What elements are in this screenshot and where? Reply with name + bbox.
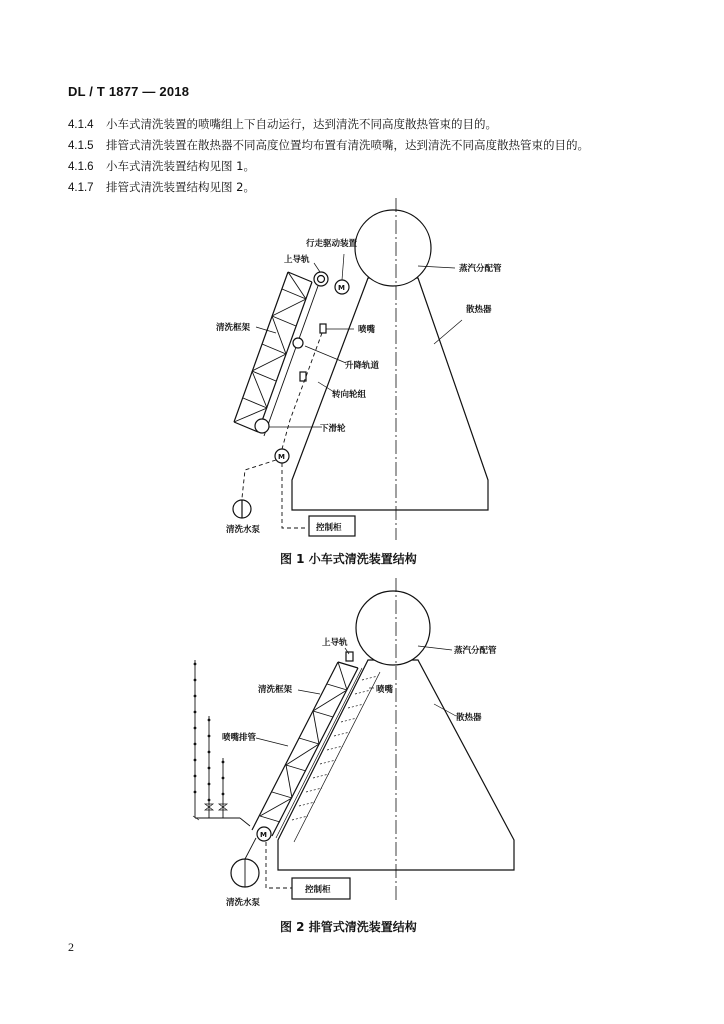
steam-header: [356, 591, 430, 665]
label-cabinet: 控制柜: [316, 523, 342, 533]
clause-number: 4.1.5: [68, 140, 94, 152]
clause-text: 小车式清洗装置的喷嘴组上下自动运行，达到清洗不同高度散热管束的目的。: [106, 117, 497, 131]
label-nozzle: 喷嘴: [376, 685, 394, 695]
label-lower-pulley: 下滑轮: [320, 424, 346, 434]
motor-symbol-drive: M: [338, 284, 345, 292]
clause-number: 4.1.4: [68, 119, 94, 131]
clause-text: 排管式清洗装置结构见图 2。: [106, 180, 255, 194]
label-pump: 清洗水泵: [226, 898, 261, 908]
label-turn-wheel: 转向轮组: [332, 390, 367, 400]
label-nozzle: 喷嘴: [358, 325, 376, 335]
upper-rail-block: [346, 652, 353, 661]
label-upper-rail: 上导轨: [322, 638, 348, 648]
clause-number: 4.1.6: [68, 161, 94, 173]
clause-number: 4.1.7: [68, 182, 94, 194]
label-cabinet: 控制柜: [305, 885, 331, 895]
motor-symbol-pump: M: [278, 453, 285, 461]
clause-text: 小车式清洗装置结构见图 1。: [106, 159, 255, 173]
motor-symbol-pump: M: [260, 831, 267, 839]
label-lift-rail: 升降轨道: [345, 361, 380, 371]
label-radiator: 散热器: [456, 713, 482, 723]
label-frame: 清洗框架: [216, 323, 251, 333]
standard-header: DL / T 1877 — 2018: [68, 84, 190, 99]
figure-2-caption: 图 2 排管式清洗装置结构: [280, 920, 417, 934]
page-number: 2: [68, 940, 74, 954]
label-upper-rail: 上导轨: [284, 255, 310, 265]
label-drive: 行走驱动装置: [306, 239, 358, 249]
nozzle-pipe-schematic: [193, 660, 250, 826]
label-pump: 清洗水泵: [226, 525, 261, 535]
clause-text: 排管式清洗装置在散热器不同高度位置均布置有清洗喷嘴，达到清洗不同高度散热管束的目的。: [106, 138, 589, 152]
figure-1-caption: 图 1 小车式清洗装置结构: [280, 552, 417, 566]
pump-pipe: [245, 838, 256, 859]
label-nozzle-pipe: 喷嘴排管: [222, 733, 257, 743]
label-frame: 清洗框架: [258, 685, 293, 695]
label-steam: 蒸汽分配管: [454, 646, 497, 656]
label-steam: 蒸汽分配管: [459, 264, 502, 274]
label-radiator: 散热器: [466, 305, 492, 315]
